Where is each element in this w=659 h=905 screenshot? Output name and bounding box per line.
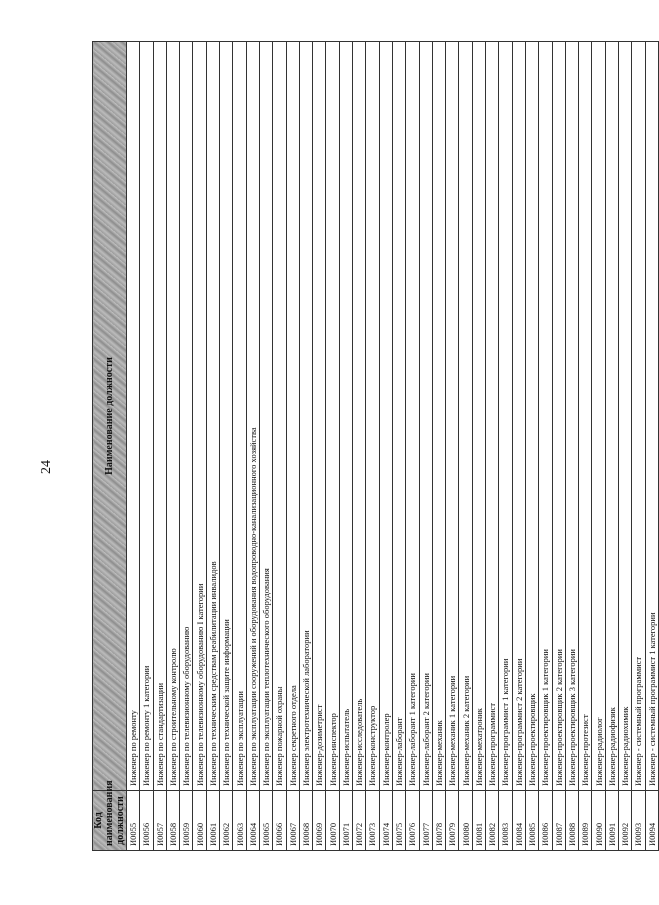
table-row — [499, 42, 512, 851]
name-cell: Инженер-инспектор — [326, 42, 339, 791]
table-row — [432, 42, 445, 851]
code-cell: И0057 — [153, 791, 166, 851]
table-row — [286, 42, 299, 851]
table-viewport — [92, 42, 657, 851]
code-cell: И0090 — [592, 791, 605, 851]
table-row — [552, 42, 565, 851]
code-cell: И0065 — [259, 791, 272, 851]
code-cell: И0058 — [166, 791, 179, 851]
name-cell: Инженер по ремонту — [127, 42, 140, 791]
table-row — [193, 42, 206, 851]
table-row — [632, 42, 645, 851]
code-cell: И0060 — [193, 791, 206, 851]
table-row — [512, 42, 525, 851]
code-cell: И0076 — [406, 791, 419, 851]
code-cell: И0091 — [605, 791, 618, 851]
code-cell: И0080 — [459, 791, 472, 851]
name-cell: Инженер-мехатроник — [472, 42, 485, 791]
code-cell: И0077 — [419, 791, 432, 851]
name-cell: Инженер по эксплуатации — [233, 42, 246, 791]
table-row — [486, 42, 499, 851]
name-cell: Инженер-лаборант 1 категории — [406, 42, 419, 791]
table-row — [525, 42, 538, 851]
name-cell: Инженер-контролер — [379, 42, 392, 791]
name-cell: Инженер-исследователь — [353, 42, 366, 791]
code-cell: И0063 — [233, 791, 246, 851]
table-row — [180, 42, 193, 851]
table-body — [127, 42, 659, 851]
code-cell: И0070 — [326, 791, 339, 851]
name-cell: Инженер секретного отдела — [286, 42, 299, 791]
page-number: 24 — [39, 460, 54, 474]
table-row — [446, 42, 459, 851]
name-cell: Инженер-радиофизик — [605, 42, 618, 791]
table-row — [565, 42, 578, 851]
name-cell: Инженер по ремонту 1 категории — [140, 42, 153, 791]
table-row — [140, 42, 153, 851]
table-row — [339, 42, 352, 851]
table-row — [419, 42, 432, 851]
name-cell: Инженер электротехнической лаборатории — [299, 42, 312, 791]
header-code: Код наименования должности — [93, 791, 127, 851]
code-cell: И0084 — [512, 791, 525, 851]
code-cell: И0082 — [486, 791, 499, 851]
code-cell: И0055 — [127, 791, 140, 851]
name-cell: Инженер-лаборант — [392, 42, 405, 791]
code-cell: И0078 — [432, 791, 445, 851]
table-row — [472, 42, 485, 851]
code-cell: И0072 — [353, 791, 366, 851]
table-row — [592, 42, 605, 851]
name-cell: Инженер-проектировщик 3 категории — [565, 42, 578, 791]
name-cell: Инженер по технической защите информации — [220, 42, 233, 791]
code-cell: И0064 — [246, 791, 259, 851]
positions-table — [92, 41, 659, 851]
name-cell: Инженер-проектировщик — [525, 42, 538, 791]
name-cell: Инженер-проектировщик 1 категории — [539, 42, 552, 791]
table-row — [259, 42, 272, 851]
code-cell: И0059 — [180, 791, 193, 851]
table-row — [392, 42, 405, 851]
name-cell: Инженер-дозиметрист — [313, 42, 326, 791]
table-row — [166, 42, 179, 851]
code-cell: И0062 — [220, 791, 233, 851]
name-cell: Инженер по телевизионному оборудованию — [180, 42, 193, 791]
code-cell: И0088 — [565, 791, 578, 851]
name-cell: Инженер - системный программист 1 категории — [645, 42, 658, 791]
name-cell: Инженер-программист 1 категории — [499, 42, 512, 791]
name-cell: Инженер-программист 2 категории — [512, 42, 525, 791]
table-row — [326, 42, 339, 851]
table-row — [379, 42, 392, 851]
code-cell: И0073 — [366, 791, 379, 851]
code-cell: И0093 — [632, 791, 645, 851]
code-cell: И0074 — [379, 791, 392, 851]
table-row — [605, 42, 618, 851]
code-cell: И0087 — [552, 791, 565, 851]
code-cell: И0067 — [286, 791, 299, 851]
table-row — [233, 42, 246, 851]
table-row — [406, 42, 419, 851]
name-cell: Инженер-радиолог — [592, 42, 605, 791]
name-cell: Инженер по эксплуатации сооружений и оборудования водопроводно-канализационного хозяйства — [246, 42, 259, 791]
code-cell: И0089 — [579, 791, 592, 851]
code-cell: И0092 — [618, 791, 631, 851]
name-cell: Инженер пожарной охраны — [273, 42, 286, 791]
name-cell: Инженер - системный программист — [632, 42, 645, 791]
name-cell: Инженер-механик 2 категории — [459, 42, 472, 791]
table-row — [153, 42, 166, 851]
name-cell: Инженер-проектировщик 2 категории — [552, 42, 565, 791]
table-row — [539, 42, 552, 851]
code-cell: И0071 — [339, 791, 352, 851]
table-row — [313, 42, 326, 851]
code-cell: И0075 — [392, 791, 405, 851]
table-header-row — [93, 42, 127, 851]
table-row — [579, 42, 592, 851]
code-cell: И0069 — [313, 791, 326, 851]
name-cell: Инженер по техническим средствам реабилитации инвалидов — [206, 42, 219, 791]
table-row — [618, 42, 631, 851]
name-cell: Инженер по эксплуатации теплотехнического оборудования — [259, 42, 272, 791]
table-row — [459, 42, 472, 851]
code-cell: И0094 — [645, 791, 658, 851]
name-cell: Инженер по стандартизации — [153, 42, 166, 791]
table-row — [645, 42, 658, 851]
name-cell: Инженер-механик 1 категории — [446, 42, 459, 791]
name-cell: Инженер-механик — [432, 42, 445, 791]
table-row — [353, 42, 366, 851]
code-cell: И0086 — [539, 791, 552, 851]
table-row — [299, 42, 312, 851]
name-cell: Инженер по телевизионному оборудованию I категории — [193, 42, 206, 791]
table-row — [246, 42, 259, 851]
name-cell: Инженер-лаборант 2 категории — [419, 42, 432, 791]
name-cell: Инженер по строительному контролю — [166, 42, 179, 791]
table-row — [206, 42, 219, 851]
code-cell: И0081 — [472, 791, 485, 851]
name-cell: Инженер-конструктор — [366, 42, 379, 791]
code-cell: И0068 — [299, 791, 312, 851]
name-cell: Инженер-протезист — [579, 42, 592, 791]
name-cell: Инженер-испытатель — [339, 42, 352, 791]
code-cell: И0083 — [499, 791, 512, 851]
name-cell: Инженер-программист — [486, 42, 499, 791]
code-cell: И0085 — [525, 791, 538, 851]
table-row — [366, 42, 379, 851]
code-cell: И0079 — [446, 791, 459, 851]
code-cell: И0056 — [140, 791, 153, 851]
table-row — [273, 42, 286, 851]
code-cell: И0066 — [273, 791, 286, 851]
name-cell: Инженер-радиохимик — [618, 42, 631, 791]
header-name: Наименование должности — [93, 42, 127, 791]
code-cell: И0061 — [206, 791, 219, 851]
table-row — [220, 42, 233, 851]
table-row — [127, 42, 140, 851]
